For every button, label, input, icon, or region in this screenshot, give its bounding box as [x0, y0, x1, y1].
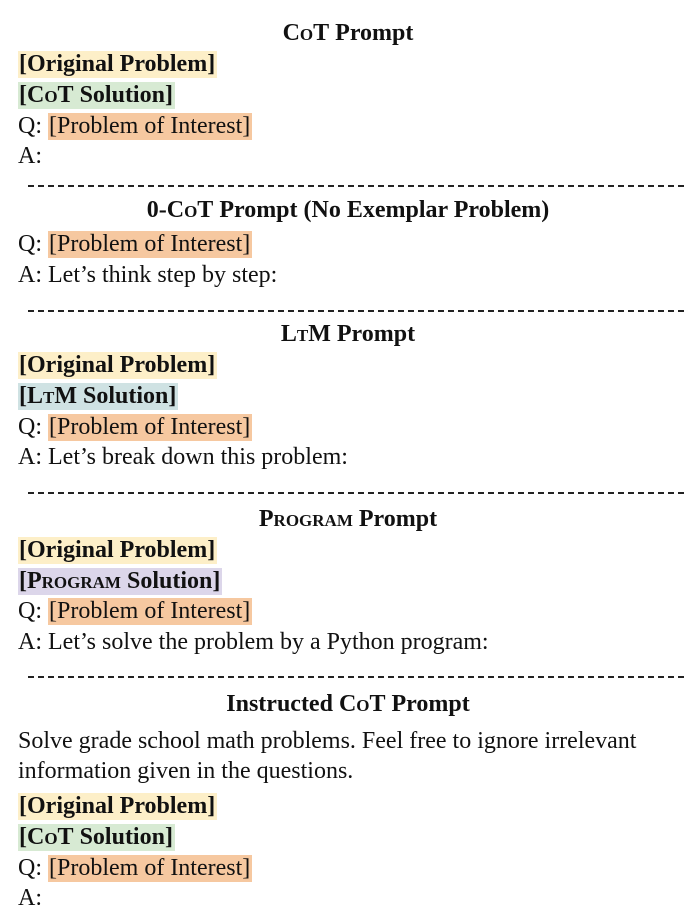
- solution-suffix: Solution]: [73, 824, 173, 850]
- instruction-text: Solve grade school math problems. Feel free to ignore irrelevant information given in the questions.: [18, 728, 637, 784]
- cot-solution-line: [18, 823, 175, 851]
- original-problem-tag: [Original Problem]: [19, 352, 216, 378]
- title-method-name: LtM: [280, 321, 331, 347]
- ltm-prompt-title: [0, 320, 696, 348]
- title-method-name: Program: [258, 506, 353, 532]
- solution-method-name: CoT: [27, 82, 74, 108]
- solution-method-name: Program: [27, 568, 121, 594]
- question-line: [18, 854, 252, 882]
- cot-solution-line: [18, 81, 175, 109]
- section-divider: [28, 676, 684, 678]
- title-method-name: CoT: [338, 691, 386, 717]
- zero-cot-prompt-title: [0, 196, 696, 224]
- original-problem-line: [18, 351, 217, 379]
- original-problem-tag: [Original Problem]: [19, 537, 216, 563]
- solution-method-name: LtM: [27, 383, 77, 409]
- title-prefix: Instructed: [226, 691, 339, 717]
- q-label: Q:: [18, 113, 48, 139]
- q-label: Q:: [18, 598, 48, 624]
- ltm-solution-line: [18, 382, 178, 410]
- a-label: A:: [18, 143, 42, 169]
- instructed-cot-prompt-title: [0, 690, 696, 718]
- bracket-open: [: [19, 568, 27, 594]
- bracket-open: [: [19, 383, 27, 409]
- solution-suffix: Solution]: [120, 568, 221, 594]
- problem-of-interest-tag: [Problem of Interest]: [49, 855, 251, 881]
- bracket-open: [: [19, 824, 27, 850]
- title-suffix: Prompt: [329, 20, 414, 46]
- section-divider: [28, 310, 684, 312]
- program-solution-tag: [18, 568, 222, 595]
- problem-of-interest-tag: [Problem of Interest]: [49, 598, 251, 624]
- answer-instruction: A: Let’s solve the problem by a Python program:: [18, 629, 489, 655]
- answer-line: [18, 261, 277, 289]
- original-problem-tag: [Original Problem]: [19, 51, 216, 77]
- a-label: A:: [18, 885, 42, 911]
- title-suffix: Prompt: [352, 506, 438, 532]
- answer-line: [18, 443, 348, 471]
- original-problem-line: [18, 536, 217, 564]
- answer-line: [18, 142, 42, 170]
- ltm-solution-tag: [18, 383, 178, 410]
- title-method-name: CoT: [166, 197, 214, 223]
- original-problem-tag: [Original Problem]: [19, 793, 216, 819]
- question-line: [18, 413, 252, 441]
- problem-of-interest-tag: [Problem of Interest]: [49, 414, 251, 440]
- question-line: [18, 112, 252, 140]
- q-label: Q:: [18, 231, 48, 257]
- title-method-name: CoT: [282, 20, 330, 46]
- title-suffix: Prompt: [330, 321, 416, 347]
- answer-instruction: A: Let’s break down this problem:: [18, 444, 348, 470]
- problem-of-interest-tag: [Problem of Interest]: [49, 231, 251, 257]
- cot-solution-tag: [18, 82, 175, 109]
- solution-suffix: Solution]: [73, 82, 173, 108]
- q-label: Q:: [18, 414, 48, 440]
- q-label: Q:: [18, 855, 48, 881]
- answer-line: [18, 884, 42, 912]
- original-problem-line: [18, 50, 217, 78]
- answer-instruction: A: Let’s think step by step:: [18, 262, 278, 288]
- program-prompt-title: [0, 505, 696, 533]
- answer-line: [18, 628, 489, 656]
- solution-method-name: CoT: [27, 824, 74, 850]
- problem-of-interest-tag: [Problem of Interest]: [49, 113, 251, 139]
- solution-suffix: Solution]: [77, 383, 177, 409]
- title-suffix: Prompt: [385, 691, 470, 717]
- bracket-open: [: [19, 82, 27, 108]
- original-problem-line: [18, 792, 217, 820]
- program-solution-line: [18, 567, 222, 595]
- title-prefix: 0-: [146, 197, 167, 223]
- cot-prompt-title: [0, 19, 696, 47]
- question-line: [18, 597, 252, 625]
- cot-solution-tag: [18, 824, 175, 851]
- section-divider: [28, 492, 684, 494]
- question-line: [18, 230, 252, 258]
- section-divider: [28, 185, 684, 187]
- title-suffix: Prompt (No Exemplar Problem): [213, 197, 550, 223]
